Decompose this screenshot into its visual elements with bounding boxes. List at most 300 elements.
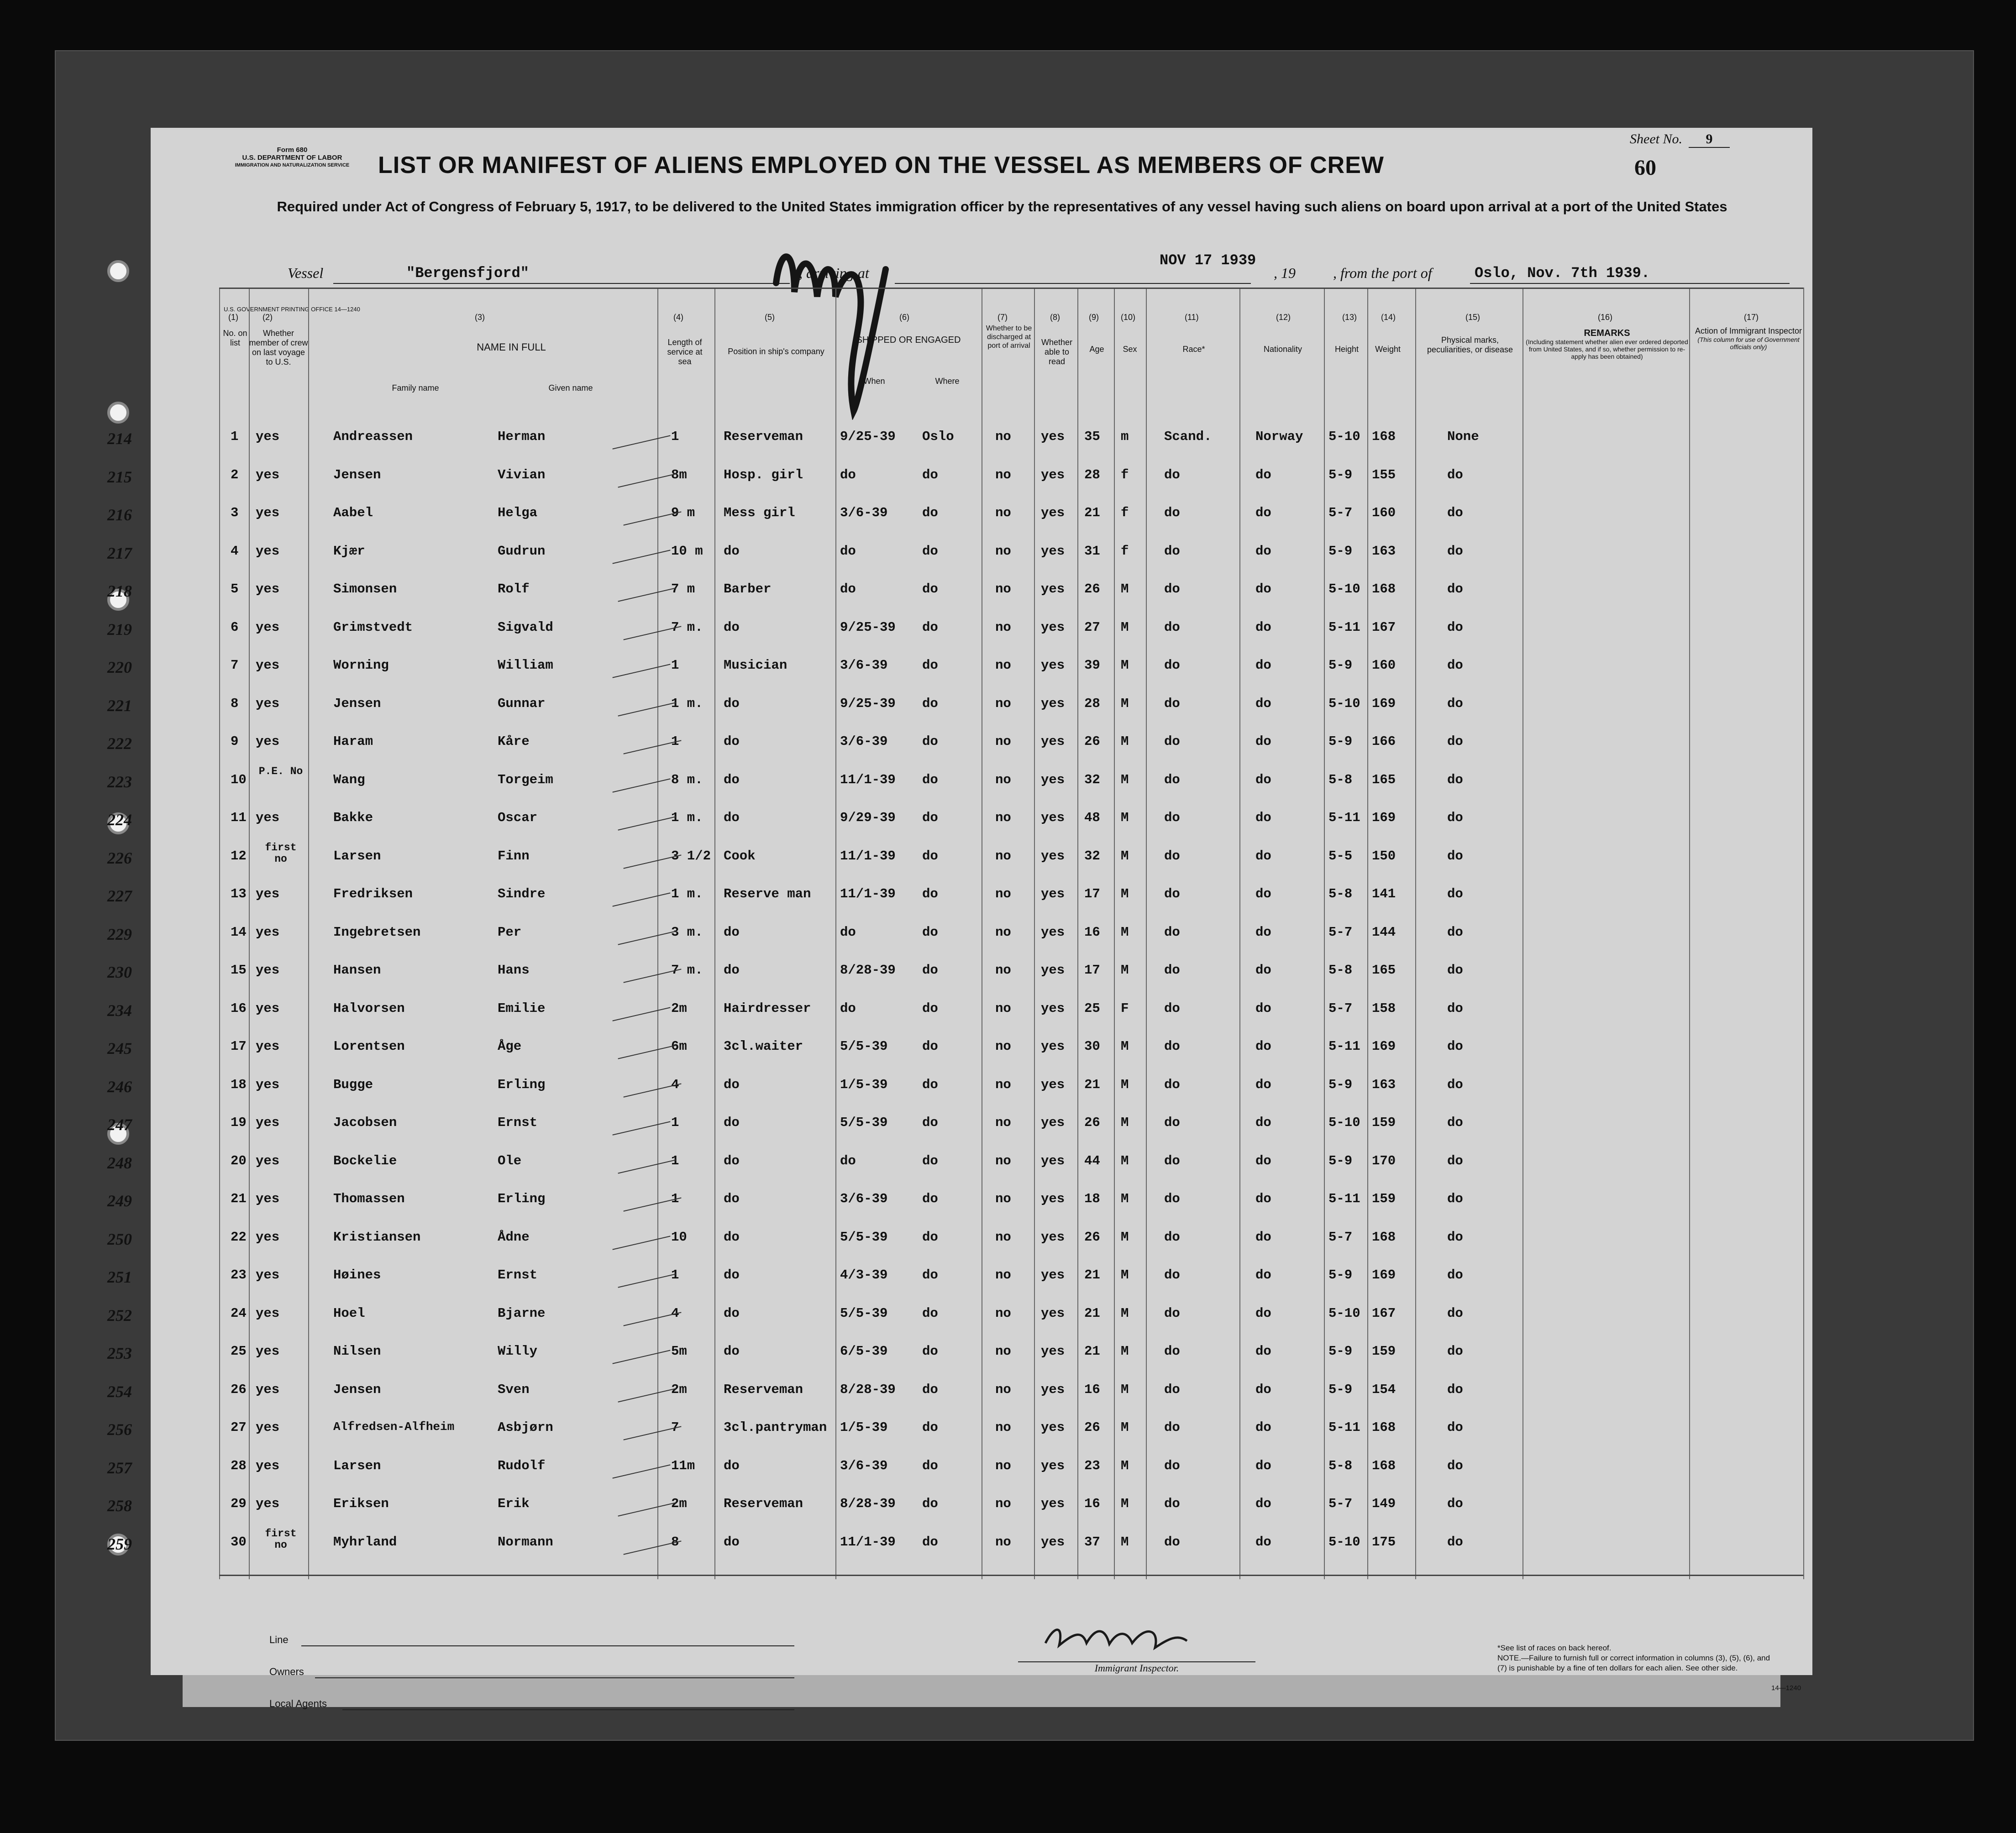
row-discharged: no (995, 924, 1011, 940)
row-height: 5-9 (1328, 467, 1353, 482)
row-nationality: do (1255, 963, 1271, 978)
row-position: do (724, 696, 740, 711)
row-race: do (1164, 1115, 1180, 1130)
row-height: 5-7 (1328, 1229, 1353, 1245)
row-when: 11/1-39 (840, 772, 896, 787)
row-position: Hosp. girl (724, 467, 803, 482)
row-discharged: no (995, 1153, 1011, 1168)
row-age: 25 (1084, 1000, 1100, 1016)
row-position: Cook (724, 848, 756, 864)
row-race: do (1164, 734, 1180, 749)
row-given-name: Vivian (498, 467, 546, 482)
row-sex: M (1121, 1420, 1129, 1435)
ledger-number: 246 (107, 1077, 132, 1096)
row-marks: do (1447, 924, 1463, 940)
row-race: do (1164, 924, 1180, 940)
ledger-number: 259 (107, 1534, 132, 1553)
row-where: do (922, 543, 938, 559)
row-discharged: no (995, 810, 1011, 825)
row-family-name: Haram (333, 734, 373, 749)
ledger-number: 234 (107, 1001, 132, 1020)
ledger-number: 214 (107, 429, 132, 448)
row-read: yes (1041, 1191, 1065, 1206)
row-read: yes (1041, 543, 1065, 559)
row-last-voyage: yes (256, 581, 280, 597)
row-height: 5-9 (1328, 1153, 1353, 1168)
row-age: 16 (1084, 924, 1100, 940)
row-where: do (922, 1229, 938, 1245)
table-row (107, 424, 1812, 456)
row-when: 11/1-39 (840, 1534, 896, 1550)
row-height: 5-10 (1328, 1305, 1360, 1321)
row-sex: f (1121, 543, 1129, 559)
row-read: yes (1041, 1344, 1065, 1359)
row-age: 16 (1084, 1382, 1100, 1397)
binder-hole (107, 402, 129, 424)
row-given-name: Rudolf (498, 1458, 546, 1473)
row-where: do (922, 734, 938, 749)
row-last-voyage: yes (256, 1267, 280, 1283)
row-when: do (840, 1153, 856, 1168)
ledger-number: 224 (107, 811, 132, 829)
row-read: yes (1041, 658, 1065, 673)
row-age: 32 (1084, 848, 1100, 864)
row-given-name: Gunnar (498, 696, 546, 711)
col-num: (6) (899, 313, 909, 322)
row-given-name: Sindre (498, 886, 546, 901)
row-race: do (1164, 1344, 1180, 1359)
row-service: 1 (671, 734, 679, 749)
row-race: do (1164, 1191, 1180, 1206)
row-race: do (1164, 696, 1180, 711)
row-last-voyage: yes (256, 1000, 280, 1016)
row-position: do (724, 963, 740, 978)
row-when: 6/5-39 (840, 1344, 888, 1359)
row-discharged: no (995, 1039, 1011, 1054)
row-sex: M (1121, 810, 1129, 825)
check-mark (612, 550, 670, 564)
row-nationality: do (1255, 1191, 1271, 1206)
row-marks: do (1447, 963, 1463, 978)
ledger-number: 252 (107, 1306, 132, 1325)
row-weight: 159 (1372, 1115, 1396, 1130)
row-weight: 170 (1372, 1153, 1396, 1168)
row-when: 5/5-39 (840, 1229, 888, 1245)
row-read: yes (1041, 886, 1065, 901)
row-sex: M (1121, 1344, 1129, 1359)
ledger-number: 227 (107, 887, 132, 905)
row-when: 3/6-39 (840, 505, 888, 520)
row-nationality: do (1255, 810, 1271, 825)
row-no: 10 (231, 772, 247, 787)
col-header-when: When (863, 377, 885, 386)
row-position: do (724, 1305, 740, 1321)
row-no: 16 (231, 1000, 247, 1016)
ledger-number: 258 (107, 1497, 132, 1515)
row-service: 8m (671, 467, 687, 482)
row-marks: do (1447, 848, 1463, 864)
row-nationality: do (1255, 1229, 1271, 1245)
row-where: do (922, 1267, 938, 1283)
col-num: (16) (1598, 313, 1613, 322)
row-sex: M (1121, 1496, 1129, 1511)
row-service: 5m (671, 1344, 687, 1359)
row-no: 1 (231, 429, 239, 444)
col-num: (9) (1089, 313, 1099, 322)
col-header-where: Where (935, 377, 960, 386)
row-where: do (922, 1344, 938, 1359)
row-where: do (922, 1420, 938, 1435)
row-marks: do (1447, 886, 1463, 901)
form-number: Form 680 (277, 146, 308, 154)
sheet-value: 9 (1689, 131, 1730, 148)
row-marks: do (1447, 1229, 1463, 1245)
row-race: do (1164, 543, 1180, 559)
row-last-voyage: yes (256, 924, 280, 940)
row-sex: M (1121, 1534, 1129, 1550)
col-header-remarks (1525, 329, 1689, 360)
row-family-name: Andreassen (333, 429, 413, 444)
ledger-number: 256 (107, 1420, 132, 1439)
row-family-name: Halvorsen (333, 1000, 405, 1016)
row-nationality: do (1255, 505, 1271, 520)
row-where: do (922, 1153, 938, 1168)
row-read: yes (1041, 1305, 1065, 1321)
row-age: 32 (1084, 772, 1100, 787)
row-given-name: Ernst (498, 1267, 538, 1283)
row-no: 28 (231, 1458, 247, 1473)
col-num: (14) (1381, 313, 1396, 322)
row-read: yes (1041, 734, 1065, 749)
row-height: 5-11 (1328, 1039, 1360, 1054)
row-service: 1 (671, 1267, 679, 1283)
col-num: (12) (1276, 313, 1291, 322)
row-last-voyage: yes (256, 1382, 280, 1397)
row-service: 1 (671, 1115, 679, 1130)
row-race: do (1164, 1534, 1180, 1550)
row-marks: do (1447, 658, 1463, 673)
row-marks: do (1447, 1115, 1463, 1130)
row-discharged: no (995, 1305, 1011, 1321)
row-family-name: Jacobsen (333, 1115, 397, 1130)
row-weight: 149 (1372, 1496, 1396, 1511)
footnote-race: *See list of races on back hereof. (1497, 1644, 1612, 1652)
row-discharged: no (995, 696, 1011, 711)
row-weight: 166 (1372, 734, 1396, 749)
row-nationality: do (1255, 1077, 1271, 1092)
row-last-voyage: yes (256, 1077, 280, 1092)
row-service: 2m (671, 1496, 687, 1511)
check-mark (612, 1350, 670, 1364)
row-discharged: no (995, 1267, 1011, 1283)
row-race: do (1164, 1305, 1180, 1321)
row-family-name: Bakke (333, 810, 373, 825)
row-race: do (1164, 1000, 1180, 1016)
row-height: 5-9 (1328, 658, 1353, 673)
row-no: 11 (231, 810, 247, 825)
col-header-last-voyage: Whether member of crew on last voyage to U.S. (249, 329, 308, 367)
row-nationality: do (1255, 734, 1271, 749)
row-family-name: Worning (333, 658, 389, 673)
row-given-name: Hans (498, 963, 530, 978)
row-discharged: no (995, 1420, 1011, 1435)
row-read: yes (1041, 1000, 1065, 1016)
row-no: 6 (231, 619, 239, 635)
row-weight: 169 (1372, 696, 1396, 711)
row-weight: 168 (1372, 1420, 1396, 1435)
row-weight: 169 (1372, 1267, 1396, 1283)
row-given-name: Bjarne (498, 1305, 546, 1321)
row-marks: do (1447, 1534, 1463, 1550)
row-nationality: Norway (1255, 429, 1303, 444)
row-when: 5/5-39 (840, 1305, 888, 1321)
row-height: 5-9 (1328, 1344, 1353, 1359)
row-given-name: Erling (498, 1077, 546, 1092)
row-weight: 165 (1372, 963, 1396, 978)
row-no: 12 (231, 848, 247, 864)
row-race: Scand. (1164, 429, 1212, 444)
table-row (107, 1225, 1812, 1257)
row-family-name: Myhrland (333, 1534, 397, 1550)
col-header-shipped: SHIPPED OR ENGAGED (856, 335, 961, 345)
ledger-number: 219 (107, 620, 132, 639)
row-when: 5/5-39 (840, 1115, 888, 1130)
row-race: do (1164, 1229, 1180, 1245)
row-discharged: no (995, 848, 1011, 864)
footnote-note: NOTE.—Failure to furnish full or correct information in columns (3), (5), (6), and (7) is punishable by a fine of ten dollars for each alien. See other side. (1497, 1654, 1770, 1672)
row-family-name: Nilsen (333, 1344, 381, 1359)
row-read: yes (1041, 848, 1065, 864)
row-nationality: do (1255, 581, 1271, 597)
row-nationality: do (1255, 696, 1271, 711)
row-given-name: Asbjørn (498, 1420, 553, 1435)
row-height: 5-10 (1328, 1115, 1360, 1130)
check-mark (612, 1236, 670, 1250)
row-race: do (1164, 772, 1180, 787)
row-race: do (1164, 1420, 1180, 1435)
row-weight: 150 (1372, 848, 1396, 864)
row-nationality: do (1255, 1344, 1271, 1359)
row-race: do (1164, 1458, 1180, 1473)
col-header-age: Age (1089, 345, 1104, 354)
row-age: 17 (1084, 963, 1100, 978)
row-service: 1 m. (671, 696, 703, 711)
row-service: 1 (671, 1153, 679, 1168)
col-header-action (1691, 326, 1806, 351)
row-sex: M (1121, 924, 1129, 940)
check-mark (618, 816, 676, 830)
row-marks: do (1447, 1496, 1463, 1511)
row-service: 2m (671, 1382, 687, 1397)
row-service: 10 m (671, 543, 703, 559)
row-position: do (724, 1153, 740, 1168)
year-label: , 19 (1274, 265, 1296, 281)
check-mark (618, 587, 676, 602)
row-when: 4/3-39 (840, 1267, 888, 1283)
row-given-name: Per (498, 924, 522, 940)
row-position: Reserveman (724, 1496, 803, 1511)
row-where: do (922, 848, 938, 864)
row-marks: do (1447, 1039, 1463, 1054)
row-no: 29 (231, 1496, 247, 1511)
row-read: yes (1041, 1039, 1065, 1054)
ledger-number: 245 (107, 1039, 132, 1058)
check-mark (612, 435, 670, 449)
row-height: 5-7 (1328, 1496, 1353, 1511)
row-age: 48 (1084, 810, 1100, 825)
row-sex: M (1121, 1382, 1129, 1397)
row-height: 5-7 (1328, 1000, 1353, 1016)
row-age: 35 (1084, 429, 1100, 444)
row-given-name: Normann (498, 1534, 553, 1550)
row-no: 19 (231, 1115, 247, 1130)
row-family-name: Fredriksen (333, 886, 413, 901)
col-num: (2) (262, 313, 273, 322)
row-weight: 163 (1372, 543, 1396, 559)
row-age: 23 (1084, 1458, 1100, 1473)
col-header-height: Height (1334, 345, 1359, 354)
row-nationality: do (1255, 1420, 1271, 1435)
row-age: 21 (1084, 1344, 1100, 1359)
print-number: 14—1240 (1771, 1684, 1801, 1692)
row-weight: 175 (1372, 1534, 1396, 1550)
row-height: 5-10 (1328, 696, 1360, 711)
row-family-name: Hansen (333, 963, 381, 978)
row-sex: M (1121, 886, 1129, 901)
col-num: (4) (673, 313, 683, 322)
row-sex: f (1121, 505, 1129, 520)
check-mark (612, 892, 670, 906)
col-num: (17) (1744, 313, 1759, 322)
row-height: 5-11 (1328, 1420, 1360, 1435)
row-race: do (1164, 963, 1180, 978)
check-mark (618, 1045, 676, 1059)
table-row (107, 1301, 1812, 1333)
sheet-stamp: 60 (1634, 156, 1656, 180)
table-row (107, 996, 1812, 1028)
row-nationality: do (1255, 619, 1271, 635)
table-row (107, 1415, 1812, 1447)
row-where: do (922, 886, 938, 901)
row-sex: M (1121, 1305, 1129, 1321)
row-where: do (922, 1191, 938, 1206)
row-race: do (1164, 810, 1180, 825)
row-given-name: Ernst (498, 1115, 538, 1130)
row-nationality: do (1255, 1153, 1271, 1168)
row-service: 1 m. (671, 886, 703, 901)
row-weight: 168 (1372, 581, 1396, 597)
row-no: 24 (231, 1305, 247, 1321)
row-family-name: Ingebretsen (333, 924, 421, 940)
row-given-name: Sven (498, 1382, 530, 1397)
row-given-name: Helga (498, 505, 538, 520)
ledger-number: 248 (107, 1153, 132, 1172)
row-position: do (724, 1115, 740, 1130)
row-discharged: no (995, 1077, 1011, 1092)
table-row (107, 841, 1812, 876)
row-weight: 168 (1372, 1458, 1396, 1473)
row-last-voyage: yes (256, 963, 280, 978)
row-no: 23 (231, 1267, 247, 1283)
row-position: do (724, 543, 740, 559)
ledger-number: 222 (107, 734, 132, 753)
row-height: 5-9 (1328, 543, 1353, 559)
row-family-name: Larsen (333, 848, 381, 864)
gpo-line: U.S. GOVERNMENT PRINTING OFFICE 14—1240 (224, 306, 360, 313)
row-given-name: William (498, 658, 553, 673)
row-service: 1 (671, 658, 679, 673)
row-last-voyage: yes (256, 1305, 280, 1321)
row-where: do (922, 1496, 938, 1511)
row-read: yes (1041, 467, 1065, 482)
row-family-name: Grimstvedt (333, 619, 413, 635)
col-header-position: Position in ship's company (728, 347, 824, 356)
row-race: do (1164, 1267, 1180, 1283)
ledger-number: 249 (107, 1192, 132, 1210)
row-service: 3 1/2 (671, 848, 711, 864)
row-where: do (922, 696, 938, 711)
row-weight: 169 (1372, 1039, 1396, 1054)
check-mark (618, 1388, 676, 1402)
row-given-name: Kåre (498, 734, 530, 749)
row-family-name: Aabel (333, 505, 373, 520)
row-no: 20 (231, 1153, 247, 1168)
row-race: do (1164, 658, 1180, 673)
row-height: 5-7 (1328, 924, 1353, 940)
row-age: 26 (1084, 1115, 1100, 1130)
row-nationality: do (1255, 886, 1271, 901)
row-nationality: do (1255, 848, 1271, 864)
row-family-name: Høines (333, 1267, 381, 1283)
row-age: 37 (1084, 1534, 1100, 1550)
row-height: 5-9 (1328, 1382, 1353, 1397)
ledger-number: 215 (107, 467, 132, 486)
row-last-voyage: yes (256, 886, 280, 901)
table-row (107, 729, 1812, 761)
row-last-voyage: yes (256, 1153, 280, 1168)
row-given-name: Rolf (498, 581, 530, 597)
manifest-sheet (107, 128, 1812, 1709)
row-height: 5-5 (1328, 848, 1353, 864)
table-row (107, 1377, 1812, 1409)
row-when: 3/6-39 (840, 1458, 888, 1473)
row-family-name: Alfredsen-Alfheim (333, 1420, 455, 1434)
row-service: 4 (671, 1077, 679, 1092)
row-family-name: Jensen (333, 1382, 381, 1397)
row-family-name: Kristiansen (333, 1229, 421, 1245)
table-row (107, 463, 1812, 495)
row-marks: do (1447, 1382, 1463, 1397)
ledger-number: 220 (107, 658, 132, 676)
row-age: 30 (1084, 1039, 1100, 1054)
row-position: Reserveman (724, 429, 803, 444)
row-marks: do (1447, 467, 1463, 482)
table-row (107, 1034, 1812, 1066)
row-weight: 141 (1372, 886, 1396, 901)
row-age: 28 (1084, 696, 1100, 711)
col-header-discharged: Whether to be discharged at port of arrival (986, 325, 1032, 350)
row-read: yes (1041, 1077, 1065, 1092)
row-where: do (922, 1534, 938, 1550)
row-given-name: Sigvald (498, 619, 553, 635)
row-when: do (840, 543, 856, 559)
row-last-voyage: yes (256, 1115, 280, 1130)
table-row (107, 691, 1812, 723)
table-row (107, 1339, 1812, 1371)
col-num: (15) (1465, 313, 1480, 322)
row-service: 4 (671, 1305, 679, 1321)
row-marks: do (1447, 1420, 1463, 1435)
